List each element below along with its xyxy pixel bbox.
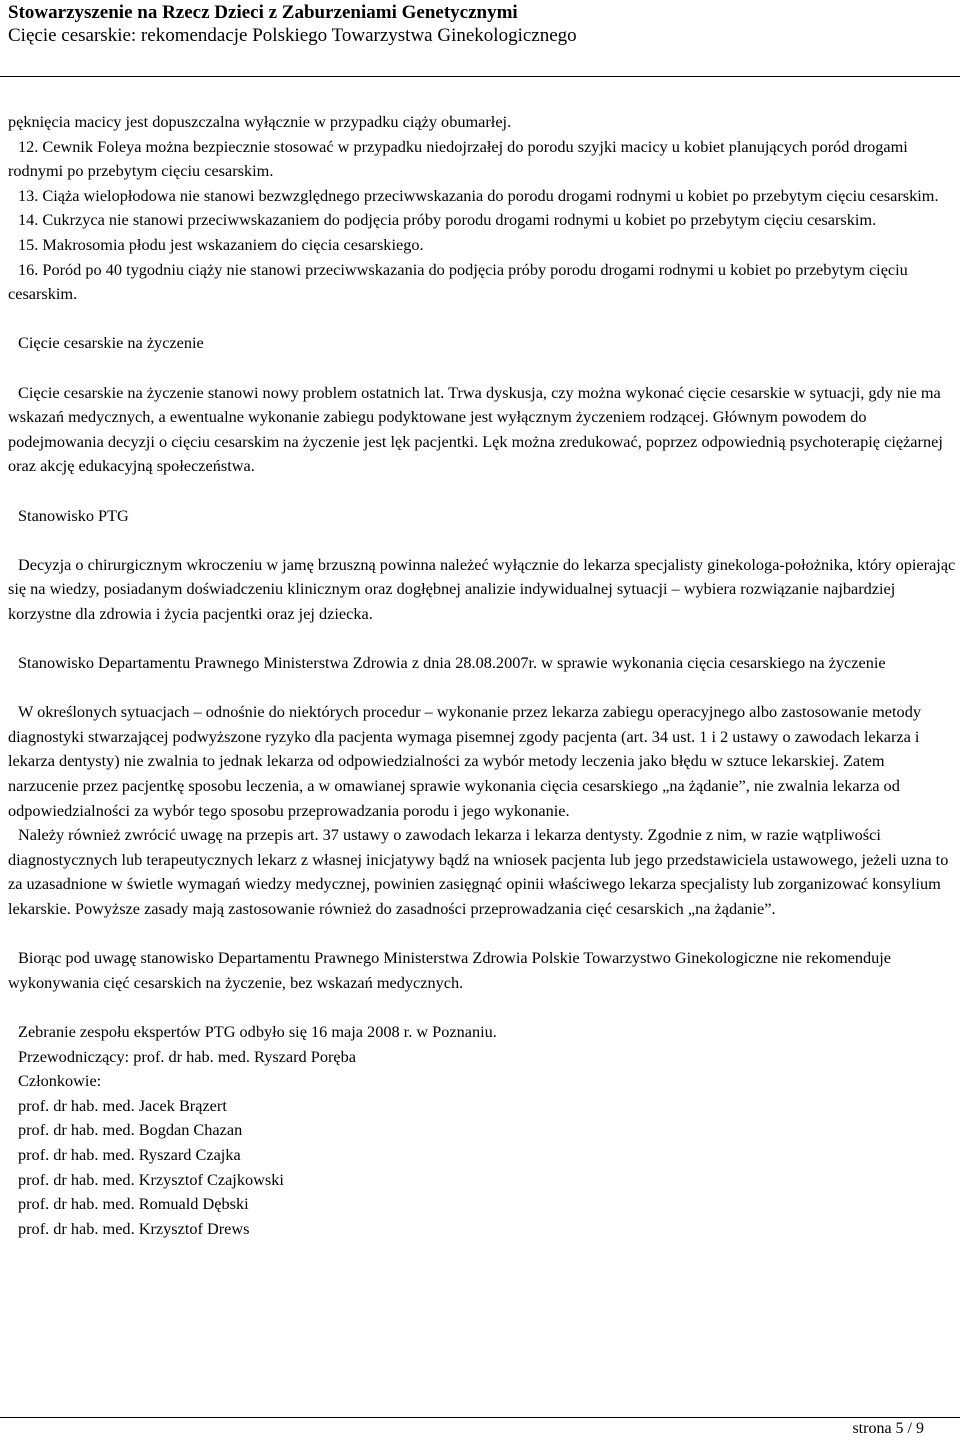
section-heading-ministry: Stanowisko Departamentu Prawnego Ministerstwa Zdrowia z dnia 28.08.2007r. w sprawie wykonania cięcia cesarskiego na życzenie bbox=[18, 653, 886, 673]
paragraph-ministry-2: Należy również zwrócić uwagę na przepis art. 37 ustawy o zawodach lekarza i lekarza dentysty. Zgodnie z nim, w razie wątpliwości diagnostycznych lub terapeutycznych lekarz z własnej inicjatywy bądź na wniosek pacjenta lub jego przedstawiciela ustawowego, jeżeli uzna to za uzasadnione w świetle wymagań wiedzy medycznej, powinien zasięgnąć opinii właściwego lekarza specjalisty lub zorganizować konsylium lekarskie. Powyższe zasady mają zastosowanie również do zasadności przeprowadzania cięć cesarskich „na żądanie”. bbox=[8, 825, 949, 918]
paragraph-na-zyczenie: Cięcie cesarskie na życzenie stanowi nowy problem ostatnich lat. Trwa dyskusja, czy można wykonać cięcie cesarskie w sytuacji, gdy nie ma wskazań medycznych, a ewentualne wykonanie zabiegu podyktowane jest wyłącznym życzeniem rodzącej. Głównym powodem do podejmowania decyzji o cięciu cesarskim na życzenie jest lęk pacjentki. Lęk można zredukować, poprzez odpowiednią psychoterapię ciężarnej oraz akcję edukacyjną społeczeństwa. bbox=[8, 382, 943, 476]
list-item: 14. Cukrzyca nie stanowi przeciwwskazaniem do podjęcia próby porodu drogami rodnymi u kobiet po przebytym cięciu cesarskim. bbox=[18, 210, 877, 230]
meeting-line: Zebranie zespołu ekspertów PTG odbyło się 16 maja 2008 r. w Poznaniu. bbox=[18, 1021, 497, 1041]
list-item: 16. Poród po 40 tygodniu ciąży nie stanowi przeciwwskazania do podjęcia próby porodu drogami rodnymi u kobiet po przebytym cięciu cesarskim. bbox=[8, 259, 908, 304]
paragraph-ministry-1: W określonych sytuacjach – odnośnie do niektórych procedur – wykonanie przez lekarza zabiegu operacyjnego albo zastosowanie metody diagnostyki stwarzającej podwyższone ryzyko dla pacjenta wymaga pisemnej zgody pacjenta (art. 34 ust. 1 i 2 ustawy o zawodach lekarza i lekarza dentysty) nie zwalnia to jednak lekarza od odpowiedzialności za wybór metody leczenia jako błędu w sztuce lekarskiej. Zatem narzucenie przez pacjentkę sposobu leczenia, a w omawianej sprawie wykonania cięcia cesarskiego „na żądanie”, nie zwalnia lekarza od odpowiedzialności za wybór tego sposobu przeprowadzania porodu i jego wykonanie. bbox=[8, 702, 921, 820]
member-name: prof. dr hab. med. Romuald Dębski bbox=[18, 1194, 249, 1214]
spacer bbox=[8, 626, 956, 651]
member-name: prof. dr hab. med. Ryszard Czajka bbox=[18, 1144, 241, 1164]
header-subtitle: Cięcie cesarskie: rekomendacje Polskiego Towarzystwa Ginekologicznego bbox=[8, 25, 577, 46]
list-item: 15. Makrosomia płodu jest wskazaniem do cięcia cesarskiego. bbox=[18, 234, 424, 254]
member-name: prof. dr hab. med. Krzysztof Drews bbox=[18, 1218, 250, 1238]
spacer bbox=[8, 307, 956, 332]
page-header bbox=[8, 0, 952, 48]
section-heading-na-zyczenie: Cięcie cesarskie na życzenie bbox=[18, 333, 204, 353]
spacer bbox=[8, 356, 956, 381]
spacer bbox=[8, 479, 956, 504]
document-body bbox=[8, 110, 956, 1241]
chair-line: Przewodniczący: prof. dr hab. med. Ryszard Poręba bbox=[18, 1046, 356, 1066]
page-number: strona 5 / 9 bbox=[852, 1420, 924, 1437]
spacer bbox=[8, 922, 956, 947]
paragraph-conclusion: Biorąc pod uwagę stanowisko Departamentu Prawnego Ministerstwa Zdrowia Polskie Towarzystwo Ginekologiczne nie rekomenduje wykonywania cięć cesarskich na życzenie, bez wskazań medycznych. bbox=[8, 948, 892, 992]
list-item: 13. Ciąża wielopłodowa nie stanowi bezwzględnego przeciwwskazania do porodu drogami rodnymi u kobiet po przebytym cięciu cesarskim. bbox=[18, 185, 939, 205]
spacer bbox=[8, 995, 956, 1020]
spacer bbox=[8, 676, 956, 701]
section-heading-ptg: Stanowisko PTG bbox=[18, 505, 129, 525]
member-name: prof. dr hab. med. Bogdan Chazan bbox=[18, 1120, 243, 1140]
member-name: prof. dr hab. med. Jacek Brązert bbox=[18, 1095, 227, 1115]
intro-line: pęknięcia macicy jest dopuszczalna wyłącznie w przypadku ciąży obumarłej. bbox=[8, 112, 512, 131]
member-name: prof. dr hab. med. Krzysztof Czajkowski bbox=[18, 1169, 284, 1189]
header-title: Stowarzyszenie na Rzecz Dzieci z Zaburzeniami Genetycznymi bbox=[8, 2, 518, 23]
header-divider bbox=[0, 76, 960, 77]
spacer bbox=[8, 528, 956, 553]
footer-divider bbox=[0, 1417, 960, 1418]
members-label: Członkowie: bbox=[18, 1071, 102, 1091]
paragraph-ptg: Decyzja o chirurgicznym wkroczeniu w jamę brzuszną powinna należeć wyłącznie do lekarza specjalisty ginekologa-położnika, który opierając się na wiedzy, posiadanym doświadczeniu klinicznym oraz dogłębnej analizie indywidualnej sytuacji – wybiera rozwiązanie najbardziej korzystne dla zdrowia i życia pacjentki oraz jej dziecka. bbox=[8, 554, 956, 623]
list-item: 12. Cewnik Foleya można bezpiecznie stosować w przypadku niedojrzałej do porodu szyjki macicy u kobiet planujących poród drogami rodnymi po przebytym cięciu cesarskim. bbox=[8, 136, 908, 181]
